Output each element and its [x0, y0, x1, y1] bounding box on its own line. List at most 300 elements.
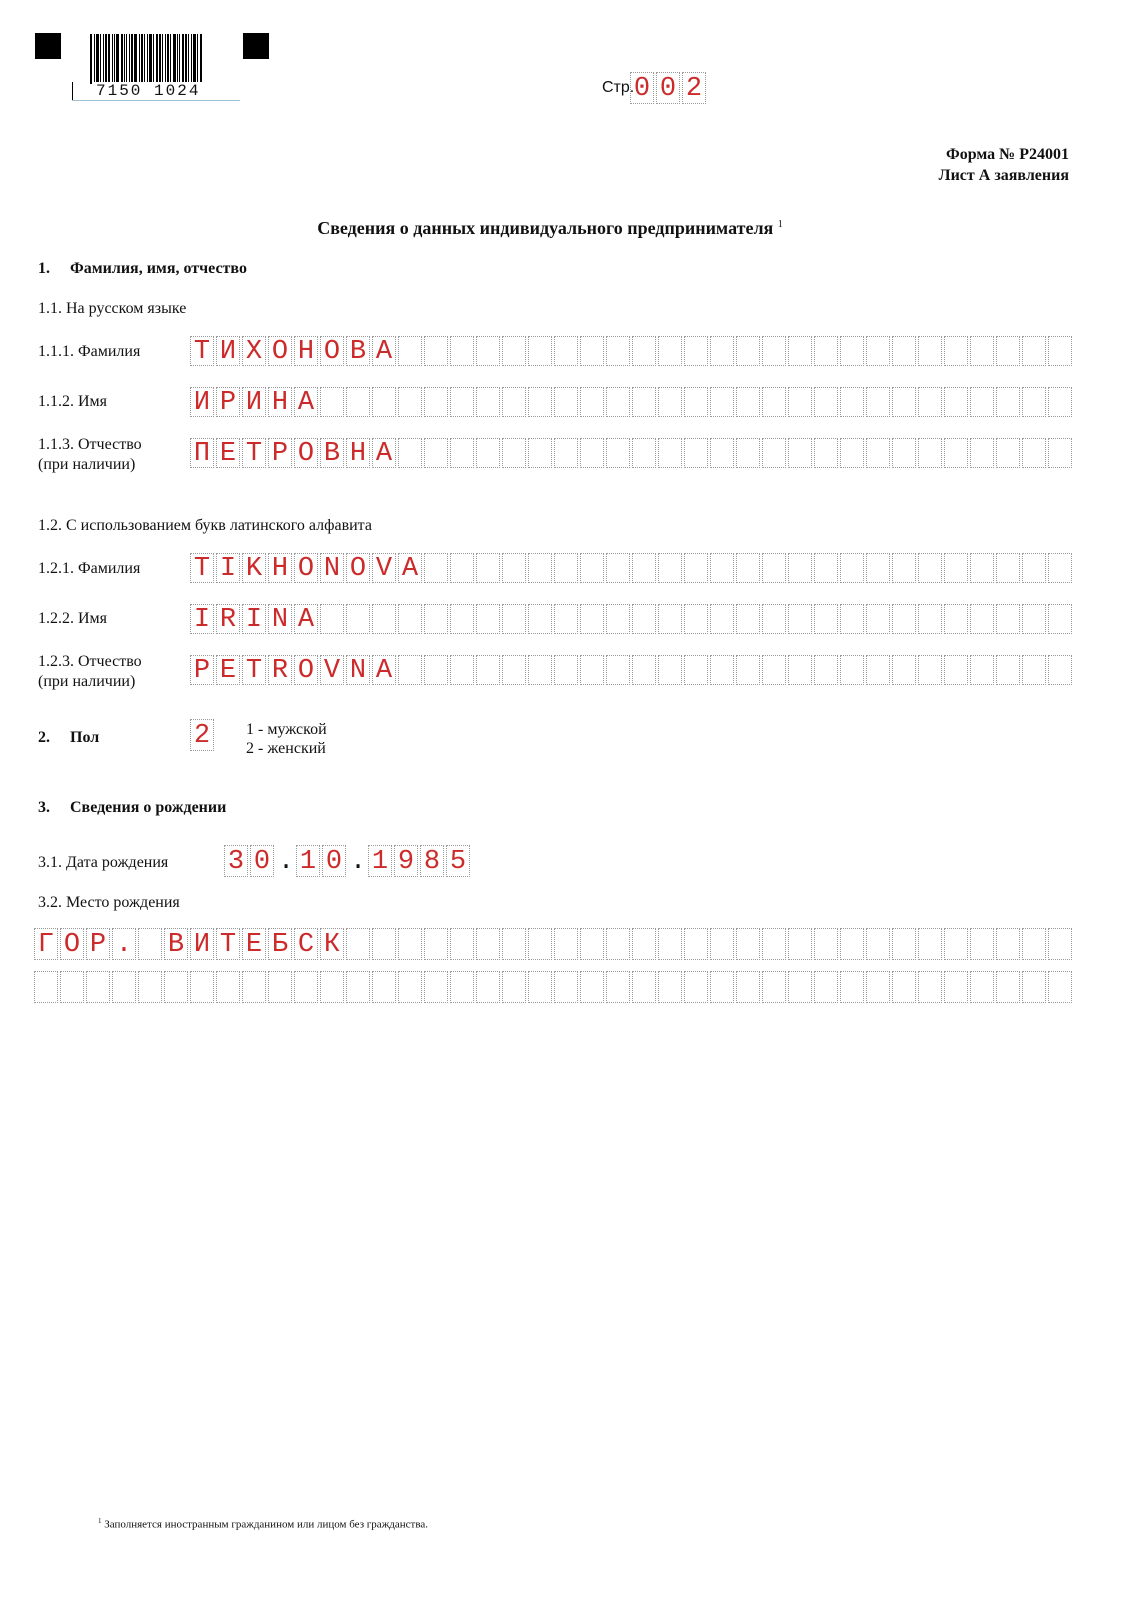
letter-cell: [996, 387, 1020, 417]
letter-cell: T: [242, 655, 266, 685]
surname-lat-field[interactable]: [190, 553, 1074, 585]
letter-cell: [684, 971, 708, 1003]
letter-cell: [398, 971, 422, 1003]
date-separator: .: [350, 846, 366, 876]
letter-cell: [814, 604, 838, 634]
letter-cell: [528, 387, 552, 417]
letter-cell: P: [190, 655, 214, 685]
letter-cell: [710, 387, 734, 417]
letter-cell: V: [320, 655, 344, 685]
letter-cell: [892, 655, 916, 685]
barcode-bar: [159, 34, 161, 84]
letter-cell: [450, 438, 474, 468]
barcode-bar: [165, 34, 166, 84]
name-lat-field[interactable]: [190, 604, 1074, 636]
letter-cell: [762, 438, 786, 468]
letter-cell: [1022, 336, 1046, 366]
section-3-heading: 3. Сведения о рождении: [38, 799, 227, 816]
letter-cell: [528, 336, 552, 366]
letter-cell: Н: [268, 387, 292, 417]
birth-place-label: 3.2. Место рождения: [38, 894, 180, 911]
barcode-bar: [170, 34, 171, 84]
letter-cell: [970, 387, 994, 417]
letter-cell: [866, 604, 890, 634]
letter-cell: И: [190, 387, 214, 417]
letter-cell: [996, 971, 1020, 1003]
letter-cell: [892, 336, 916, 366]
letter-cell: [554, 336, 578, 366]
letter-cell: Б: [268, 928, 292, 960]
letter-cell: [528, 655, 552, 685]
letter-cell: [736, 971, 760, 1003]
barcode-bar: [156, 34, 158, 84]
letter-cell: [294, 971, 318, 1003]
letter-cell: [944, 438, 968, 468]
letter-cell: [866, 928, 890, 960]
letter-cell: [762, 553, 786, 583]
letter-cell: [840, 971, 864, 1003]
letter-cell: [606, 438, 630, 468]
letter-cell: Н: [294, 336, 318, 366]
letter-cell: [970, 438, 994, 468]
letter-cell: [372, 604, 396, 634]
birth-year-cell[interactable]: 5: [446, 845, 470, 877]
letter-cell: [268, 971, 292, 1003]
letter-cell: [866, 336, 890, 366]
footnote-mark: 1: [98, 1517, 102, 1525]
letter-cell: I: [216, 553, 240, 583]
letter-cell: Р: [268, 438, 292, 468]
letter-cell: [1022, 387, 1046, 417]
letter-cell: [892, 604, 916, 634]
letter-cell: К: [320, 928, 344, 960]
letter-cell: [840, 553, 864, 583]
letter-cell: И: [190, 928, 214, 960]
letter-cell: [840, 336, 864, 366]
letter-cell: [424, 655, 448, 685]
letter-cell: [658, 971, 682, 1003]
letter-cell: [658, 336, 682, 366]
letter-cell: .: [112, 928, 136, 960]
letter-cell: [788, 553, 812, 583]
letter-cell: [684, 438, 708, 468]
letter-cell: [476, 553, 500, 583]
letter-cell: [476, 336, 500, 366]
letter-cell: [346, 971, 370, 1003]
letter-cell: [814, 438, 838, 468]
letter-cell: [424, 387, 448, 417]
gender-option-female: 2 - женский: [246, 740, 326, 757]
letter-cell: [450, 928, 474, 960]
letter-cell: [424, 553, 448, 583]
letter-cell: [736, 387, 760, 417]
letter-cell: [840, 604, 864, 634]
page-title: [0, 218, 1100, 239]
barcode: [72, 32, 242, 102]
letter-cell: [918, 655, 942, 685]
birth-month-cell[interactable]: 1: [296, 845, 320, 877]
name-lat-label: 1.2.2. Имя: [38, 610, 108, 627]
letter-cell: [554, 553, 578, 583]
letter-cell: [580, 604, 604, 634]
letter-cell: [450, 971, 474, 1003]
letter-cell: [476, 604, 500, 634]
barcode-bar: [141, 34, 143, 84]
letter-cell: [398, 655, 422, 685]
letter-cell: Р: [86, 928, 110, 960]
letter-cell: [762, 604, 786, 634]
birth-day-cell[interactable]: 3: [224, 845, 248, 877]
letter-cell: [320, 604, 344, 634]
letter-cell: [554, 655, 578, 685]
letter-cell: [528, 438, 552, 468]
letter-cell: [658, 387, 682, 417]
letter-cell: [762, 928, 786, 960]
letter-cell: A: [294, 604, 318, 634]
letter-cell: [1048, 553, 1072, 583]
gender-cell[interactable]: 2: [190, 719, 214, 751]
barcode-bars: [90, 34, 224, 84]
letter-cell: [814, 336, 838, 366]
letter-cell: N: [268, 604, 292, 634]
patronymic-ru-field[interactable]: [190, 438, 1074, 470]
letter-cell: [398, 336, 422, 366]
letter-cell: [528, 971, 552, 1003]
letter-cell: О: [320, 336, 344, 366]
form-number: Форма № Р24001: [945, 146, 1069, 163]
letter-cell: [710, 336, 734, 366]
letter-cell: [528, 604, 552, 634]
letter-cell: [970, 928, 994, 960]
barcode-bar: [129, 34, 130, 84]
title-footnote-mark: 1: [777, 219, 783, 230]
letter-cell: [1022, 604, 1046, 634]
letter-cell: Х: [242, 336, 266, 366]
birth-year-cell[interactable]: 9: [394, 845, 418, 877]
letter-cell: [684, 928, 708, 960]
letter-cell: [606, 336, 630, 366]
letter-cell: Е: [242, 928, 266, 960]
letter-cell: [1022, 971, 1046, 1003]
letter-cell: [632, 336, 656, 366]
letter-cell: [658, 438, 682, 468]
letter-cell: [1022, 553, 1046, 583]
letter-cell: [684, 387, 708, 417]
letter-cell: [554, 438, 578, 468]
letter-cell: [892, 553, 916, 583]
letter-cell: [424, 928, 448, 960]
letter-cell: [320, 971, 344, 1003]
letter-cell: [944, 553, 968, 583]
letter-cell: [632, 553, 656, 583]
letter-cell: [424, 604, 448, 634]
letter-cell: E: [216, 655, 240, 685]
letter-cell: [398, 387, 422, 417]
letter-cell: R: [268, 655, 292, 685]
barcode-bar: [149, 34, 152, 84]
letter-cell: [1048, 655, 1072, 685]
letter-cell: [710, 553, 734, 583]
letter-cell: [606, 971, 630, 1003]
barcode-bar: [121, 34, 123, 84]
letter-cell: [996, 438, 1020, 468]
letter-cell: [918, 387, 942, 417]
surname-ru-field[interactable]: [190, 336, 1074, 368]
barcode-bar: [147, 34, 148, 84]
letter-cell: [996, 928, 1020, 960]
gender-option-male: 1 - мужской: [246, 721, 327, 738]
letter-cell: [658, 553, 682, 583]
page-number-cell[interactable]: 2: [682, 72, 706, 104]
letter-cell: K: [242, 553, 266, 583]
letter-cell: [918, 553, 942, 583]
letter-cell: [606, 387, 630, 417]
letter-cell: [814, 655, 838, 685]
birth-year-cell[interactable]: 1: [368, 845, 392, 877]
letter-cell: [580, 655, 604, 685]
letter-cell: [424, 336, 448, 366]
letter-cell: [1048, 336, 1072, 366]
barcode-bar: [162, 34, 163, 84]
corner-marker-left: [35, 33, 61, 59]
letter-cell: [450, 336, 474, 366]
patronymic-lat-field[interactable]: [190, 655, 1074, 687]
letter-cell: [502, 971, 526, 1003]
barcode-bar: [96, 34, 99, 84]
letter-cell: [788, 387, 812, 417]
barcode-bar: [197, 34, 198, 84]
letter-cell: Р: [216, 387, 240, 417]
letter-cell: [684, 655, 708, 685]
letter-cell: [736, 928, 760, 960]
letter-cell: [476, 971, 500, 1003]
page-number-cell[interactable]: 0: [630, 72, 654, 104]
letter-cell: [892, 971, 916, 1003]
letter-cell: [164, 971, 188, 1003]
letter-cell: [736, 655, 760, 685]
letter-cell: [892, 438, 916, 468]
letter-cell: [710, 971, 734, 1003]
letter-cell: [450, 553, 474, 583]
letter-cell: [658, 928, 682, 960]
letter-cell: [502, 928, 526, 960]
letter-cell: H: [268, 553, 292, 583]
surname-ru-label: 1.1.1. Фамилия: [38, 343, 141, 360]
letter-cell: [866, 971, 890, 1003]
barcode-bar: [153, 34, 154, 84]
letter-cell: [918, 336, 942, 366]
letter-cell: V: [372, 553, 396, 583]
surname-lat-label: 1.2.1. Фамилия: [38, 560, 141, 577]
letter-cell: [632, 438, 656, 468]
letter-cell: [710, 928, 734, 960]
letter-cell: [788, 928, 812, 960]
letter-cell: Г: [34, 928, 58, 960]
letter-cell: [710, 438, 734, 468]
letter-cell: [658, 655, 682, 685]
letter-cell: Е: [216, 438, 240, 468]
barcode-bar: [116, 34, 119, 84]
letter-cell: Т: [242, 438, 266, 468]
barcode-bar: [173, 34, 176, 84]
letter-cell: [60, 971, 84, 1003]
letter-cell: [606, 553, 630, 583]
letter-cell: [736, 604, 760, 634]
birth-month-cell[interactable]: 0: [322, 845, 346, 877]
letter-cell: В: [346, 336, 370, 366]
patronymic-ru-label: 1.1.3. Отчество (при наличии): [38, 436, 142, 473]
letter-cell: A: [372, 655, 396, 685]
letter-cell: [606, 655, 630, 685]
letter-cell: Н: [346, 438, 370, 468]
letter-cell: [892, 387, 916, 417]
birth-place-field-line-2[interactable]: [34, 971, 1074, 1003]
letter-cell: Т: [190, 336, 214, 366]
form-number-block: [939, 144, 1069, 186]
letter-cell: А: [372, 336, 396, 366]
letter-cell: [1022, 438, 1046, 468]
letter-cell: [762, 655, 786, 685]
letter-cell: [684, 604, 708, 634]
letter-cell: [944, 336, 968, 366]
letter-cell: О: [60, 928, 84, 960]
letter-cell: N: [346, 655, 370, 685]
letter-cell: [710, 655, 734, 685]
letter-cell: [1048, 928, 1072, 960]
letter-cell: [1048, 387, 1072, 417]
section-1-heading: 1. Фамилия, имя, отчество: [38, 260, 247, 277]
barcode-bar: [112, 34, 113, 84]
letter-cell: [580, 336, 604, 366]
letter-cell: [684, 553, 708, 583]
letter-cell: [606, 928, 630, 960]
letter-cell: [944, 387, 968, 417]
letter-cell: И: [216, 336, 240, 366]
barcode-bar: [200, 34, 202, 84]
barcode-bar: [179, 34, 180, 84]
letter-cell: И: [242, 387, 266, 417]
section-1-1-label: 1.1. На русском языке: [38, 300, 187, 317]
letter-cell: [762, 387, 786, 417]
letter-cell: [320, 387, 344, 417]
birth-date-field: [224, 845, 472, 877]
section-2-heading: 2. Пол: [38, 729, 100, 746]
letter-cell: [840, 387, 864, 417]
barcode-bar: [90, 34, 92, 84]
barcode-bar: [167, 34, 169, 84]
letter-cell: [970, 553, 994, 583]
barcode-bar: [126, 34, 127, 84]
letter-cell: [970, 604, 994, 634]
letter-cell: [970, 971, 994, 1003]
letter-cell: [554, 387, 578, 417]
letter-cell: [580, 387, 604, 417]
barcode-bar: [177, 34, 178, 84]
letter-cell: [216, 971, 240, 1003]
name-ru-field[interactable]: [190, 387, 1074, 419]
letter-cell: [866, 655, 890, 685]
letter-cell: [86, 971, 110, 1003]
letter-cell: [736, 553, 760, 583]
corner-marker-right: [243, 33, 269, 59]
letter-cell: [840, 655, 864, 685]
letter-cell: В: [164, 928, 188, 960]
letter-cell: [762, 971, 786, 1003]
barcode-bar: [108, 34, 110, 84]
letter-cell: [528, 553, 552, 583]
letter-cell: [580, 971, 604, 1003]
letter-cell: [502, 655, 526, 685]
letter-cell: [502, 387, 526, 417]
letter-cell: [918, 971, 942, 1003]
letter-cell: П: [190, 438, 214, 468]
letter-cell: [346, 387, 370, 417]
letter-cell: [814, 387, 838, 417]
letter-cell: [398, 604, 422, 634]
barcode-bar: [193, 34, 196, 84]
page-title-text: Сведения о данных индивидуального предпринимателя: [317, 218, 774, 238]
letter-cell: [502, 438, 526, 468]
letter-cell: [372, 971, 396, 1003]
letter-cell: [736, 336, 760, 366]
page-label: Стр.: [602, 79, 635, 96]
letter-cell: R: [216, 604, 240, 634]
letter-cell: [710, 604, 734, 634]
birth-place-field-line-1[interactable]: [34, 928, 1074, 960]
letter-cell: [814, 971, 838, 1003]
letter-cell: [788, 655, 812, 685]
letter-cell: [138, 971, 162, 1003]
birth-day-cell[interactable]: 0: [250, 845, 274, 877]
letter-cell: [814, 553, 838, 583]
letter-cell: I: [242, 604, 266, 634]
form-sheet: Лист А заявления: [938, 167, 1069, 184]
letter-cell: [346, 928, 370, 960]
letter-cell: О: [268, 336, 292, 366]
letter-cell: [866, 387, 890, 417]
letter-cell: O: [294, 655, 318, 685]
barcode-bar: [185, 34, 187, 84]
letter-cell: [372, 928, 396, 960]
letter-cell: [528, 928, 552, 960]
letter-cell: О: [294, 438, 318, 468]
letter-cell: [866, 553, 890, 583]
letter-cell: А: [372, 438, 396, 468]
letter-cell: [502, 336, 526, 366]
letter-cell: [944, 971, 968, 1003]
birth-year-cell[interactable]: 8: [420, 845, 444, 877]
letter-cell: [944, 604, 968, 634]
letter-cell: [554, 971, 578, 1003]
letter-cell: [1022, 928, 1046, 960]
letter-cell: [892, 928, 916, 960]
letter-cell: С: [294, 928, 318, 960]
letter-cell: [788, 438, 812, 468]
letter-cell: [866, 438, 890, 468]
letter-cell: [632, 387, 656, 417]
letter-cell: [1048, 604, 1072, 634]
page-number-cell[interactable]: 0: [656, 72, 680, 104]
letter-cell: [840, 438, 864, 468]
birth-date-label: 3.1. Дата рождения: [38, 854, 169, 871]
letter-cell: [476, 928, 500, 960]
barcode-bar: [191, 34, 192, 84]
letter-cell: [580, 928, 604, 960]
letter-cell: [190, 971, 214, 1003]
letter-cell: [424, 438, 448, 468]
letter-cell: [944, 655, 968, 685]
letter-cell: [502, 604, 526, 634]
